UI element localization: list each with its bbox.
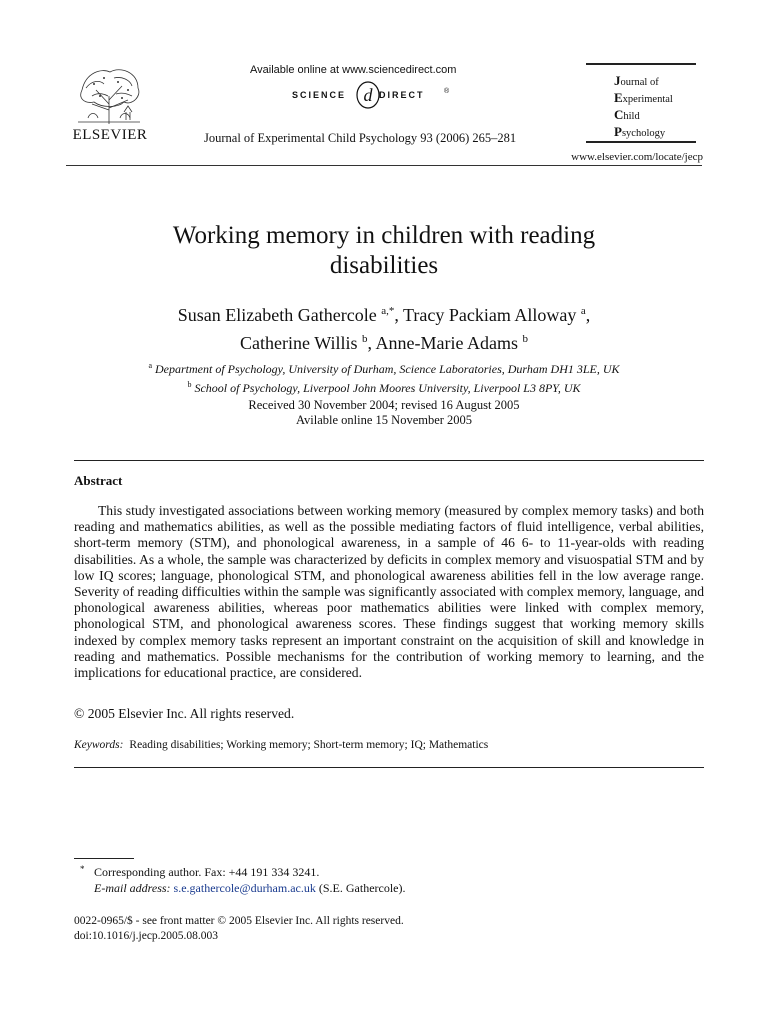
abstract-paragraph: This study investigated associations between working memory (measured by complex memory tasks) and both reading and mathematics abilities, as well as the possible mediating factors of fluid intelligence, verbal abilities, short-term memory (STM), and phonological awareness, in a sample of 46 6- to 11-year-olds with reading disabilities. As a whole, the sample was characterized by deficits in complex memory and visuospatial STM and by low IQ scores; language, phonological STM, and phonological awareness abilities fell in the low average range. Severity of reading difficulties within the sample was significantly associated with complex memory, language, and phonological awareness abilities, whereas poor mathematics abilities were linked with complex memory, phonological STM, and phonological awareness scores. These findings suggest that working memory skills indexed by complex memory tasks represent an important constraint on the acquisition of skill and knowledge in reading and mathematics. Possible mechanisms for the contribution of working memory to learning, and the implications for educational practice, are considered. <box>74 503 704 681</box>
received-date: Received 30 November 2004; revised 16 August 2005 <box>248 398 520 412</box>
journal-url-link[interactable]: www.elsevier.com/locate/jecp <box>571 151 703 163</box>
elsevier-logo <box>66 66 154 146</box>
author-name: Anne-Marie Adams <box>375 333 518 353</box>
abstract-top-rule <box>74 460 704 461</box>
journal-logo-word: Experimental <box>614 90 673 105</box>
sciencedirect-reg: ® <box>444 88 450 95</box>
author-name: Susan Elizabeth Gathercole <box>177 305 377 325</box>
keywords <box>74 739 704 751</box>
issn-block <box>74 914 404 944</box>
author-name: Catherine Willis <box>240 333 358 353</box>
issn-line: 0022-0965/$ - see front matter © 2005 Elsevier Inc. All rights reserved. <box>74 915 404 927</box>
keywords-text: Reading disabilities; Working memory; Short-term memory; IQ; Mathematics <box>129 739 489 751</box>
affiliations <box>84 358 684 396</box>
sciencedirect-logo <box>292 80 452 110</box>
email-line <box>80 880 406 896</box>
doi-line: doi:10.1016/j.jecp.2005.08.003 <box>74 930 219 942</box>
article-title: Working memory in children with reading disabilities <box>172 222 596 279</box>
affiliation: $^b$ School of Psychology, Liverpool John Moores University, Liverpool L3 8PY, UK <box>187 380 581 395</box>
journal-logo <box>586 63 696 143</box>
email-suffix: (S.E. Gathercole). <box>315 881 406 895</box>
corresponding-author: Corresponding author. Fax: +44 191 334 3241. <box>94 865 320 879</box>
publisher-logo-text: ELSEVIER <box>72 127 148 143</box>
abstract-body <box>74 503 704 681</box>
author-name: Tracy Packiam Alloway <box>403 305 577 325</box>
header-divider <box>66 165 702 166</box>
sciencedirect-at-icon <box>355 80 381 110</box>
journal-citation: Journal of Experimental Child Psychology 93 (2006) 265–281 <box>204 131 517 145</box>
journal-logo-word: Journal of <box>614 73 659 88</box>
abstract-heading: Abstract <box>74 473 123 488</box>
sciencedirect-right: DIRECT <box>379 90 425 100</box>
footnote-marker: * <box>80 864 85 874</box>
affiliation: $^a$ Department of Psychology, University of Durham, Science Laboratories, Durham DH1 3LE, UK <box>148 361 620 376</box>
abstract-copyright: © 2005 Elsevier Inc. All rights reserved. <box>74 706 295 721</box>
author-line: Catherine Willis $^b$, Anne-Marie Adams $^b$ <box>240 333 528 353</box>
sciencedirect-mark: d <box>363 85 373 105</box>
journal-logo-word: Child <box>614 107 640 122</box>
email-label: E-mail address: <box>94 881 171 895</box>
journal-logo-word: Psychology <box>614 124 666 139</box>
footnote <box>80 864 406 896</box>
footnote-rule <box>74 858 134 859</box>
sciencedirect-left: SCIENCE <box>292 90 347 100</box>
available-online-text: Available online at www.sciencedirect.com <box>250 64 457 76</box>
email-link[interactable]: s.e.gathercole@durham.ac.uk <box>173 881 316 895</box>
keywords-label: Keywords: <box>74 739 124 751</box>
abstract-bottom-rule <box>74 767 704 768</box>
author-line: Susan Elizabeth Gathercole $^{a,*}$, Tracy Packiam Alloway $^a$, <box>177 305 591 325</box>
available-date: Avilable online 15 November 2005 <box>295 413 473 427</box>
elsevier-tree-icon <box>74 66 144 124</box>
author-list <box>84 299 684 355</box>
article-dates <box>84 398 684 428</box>
